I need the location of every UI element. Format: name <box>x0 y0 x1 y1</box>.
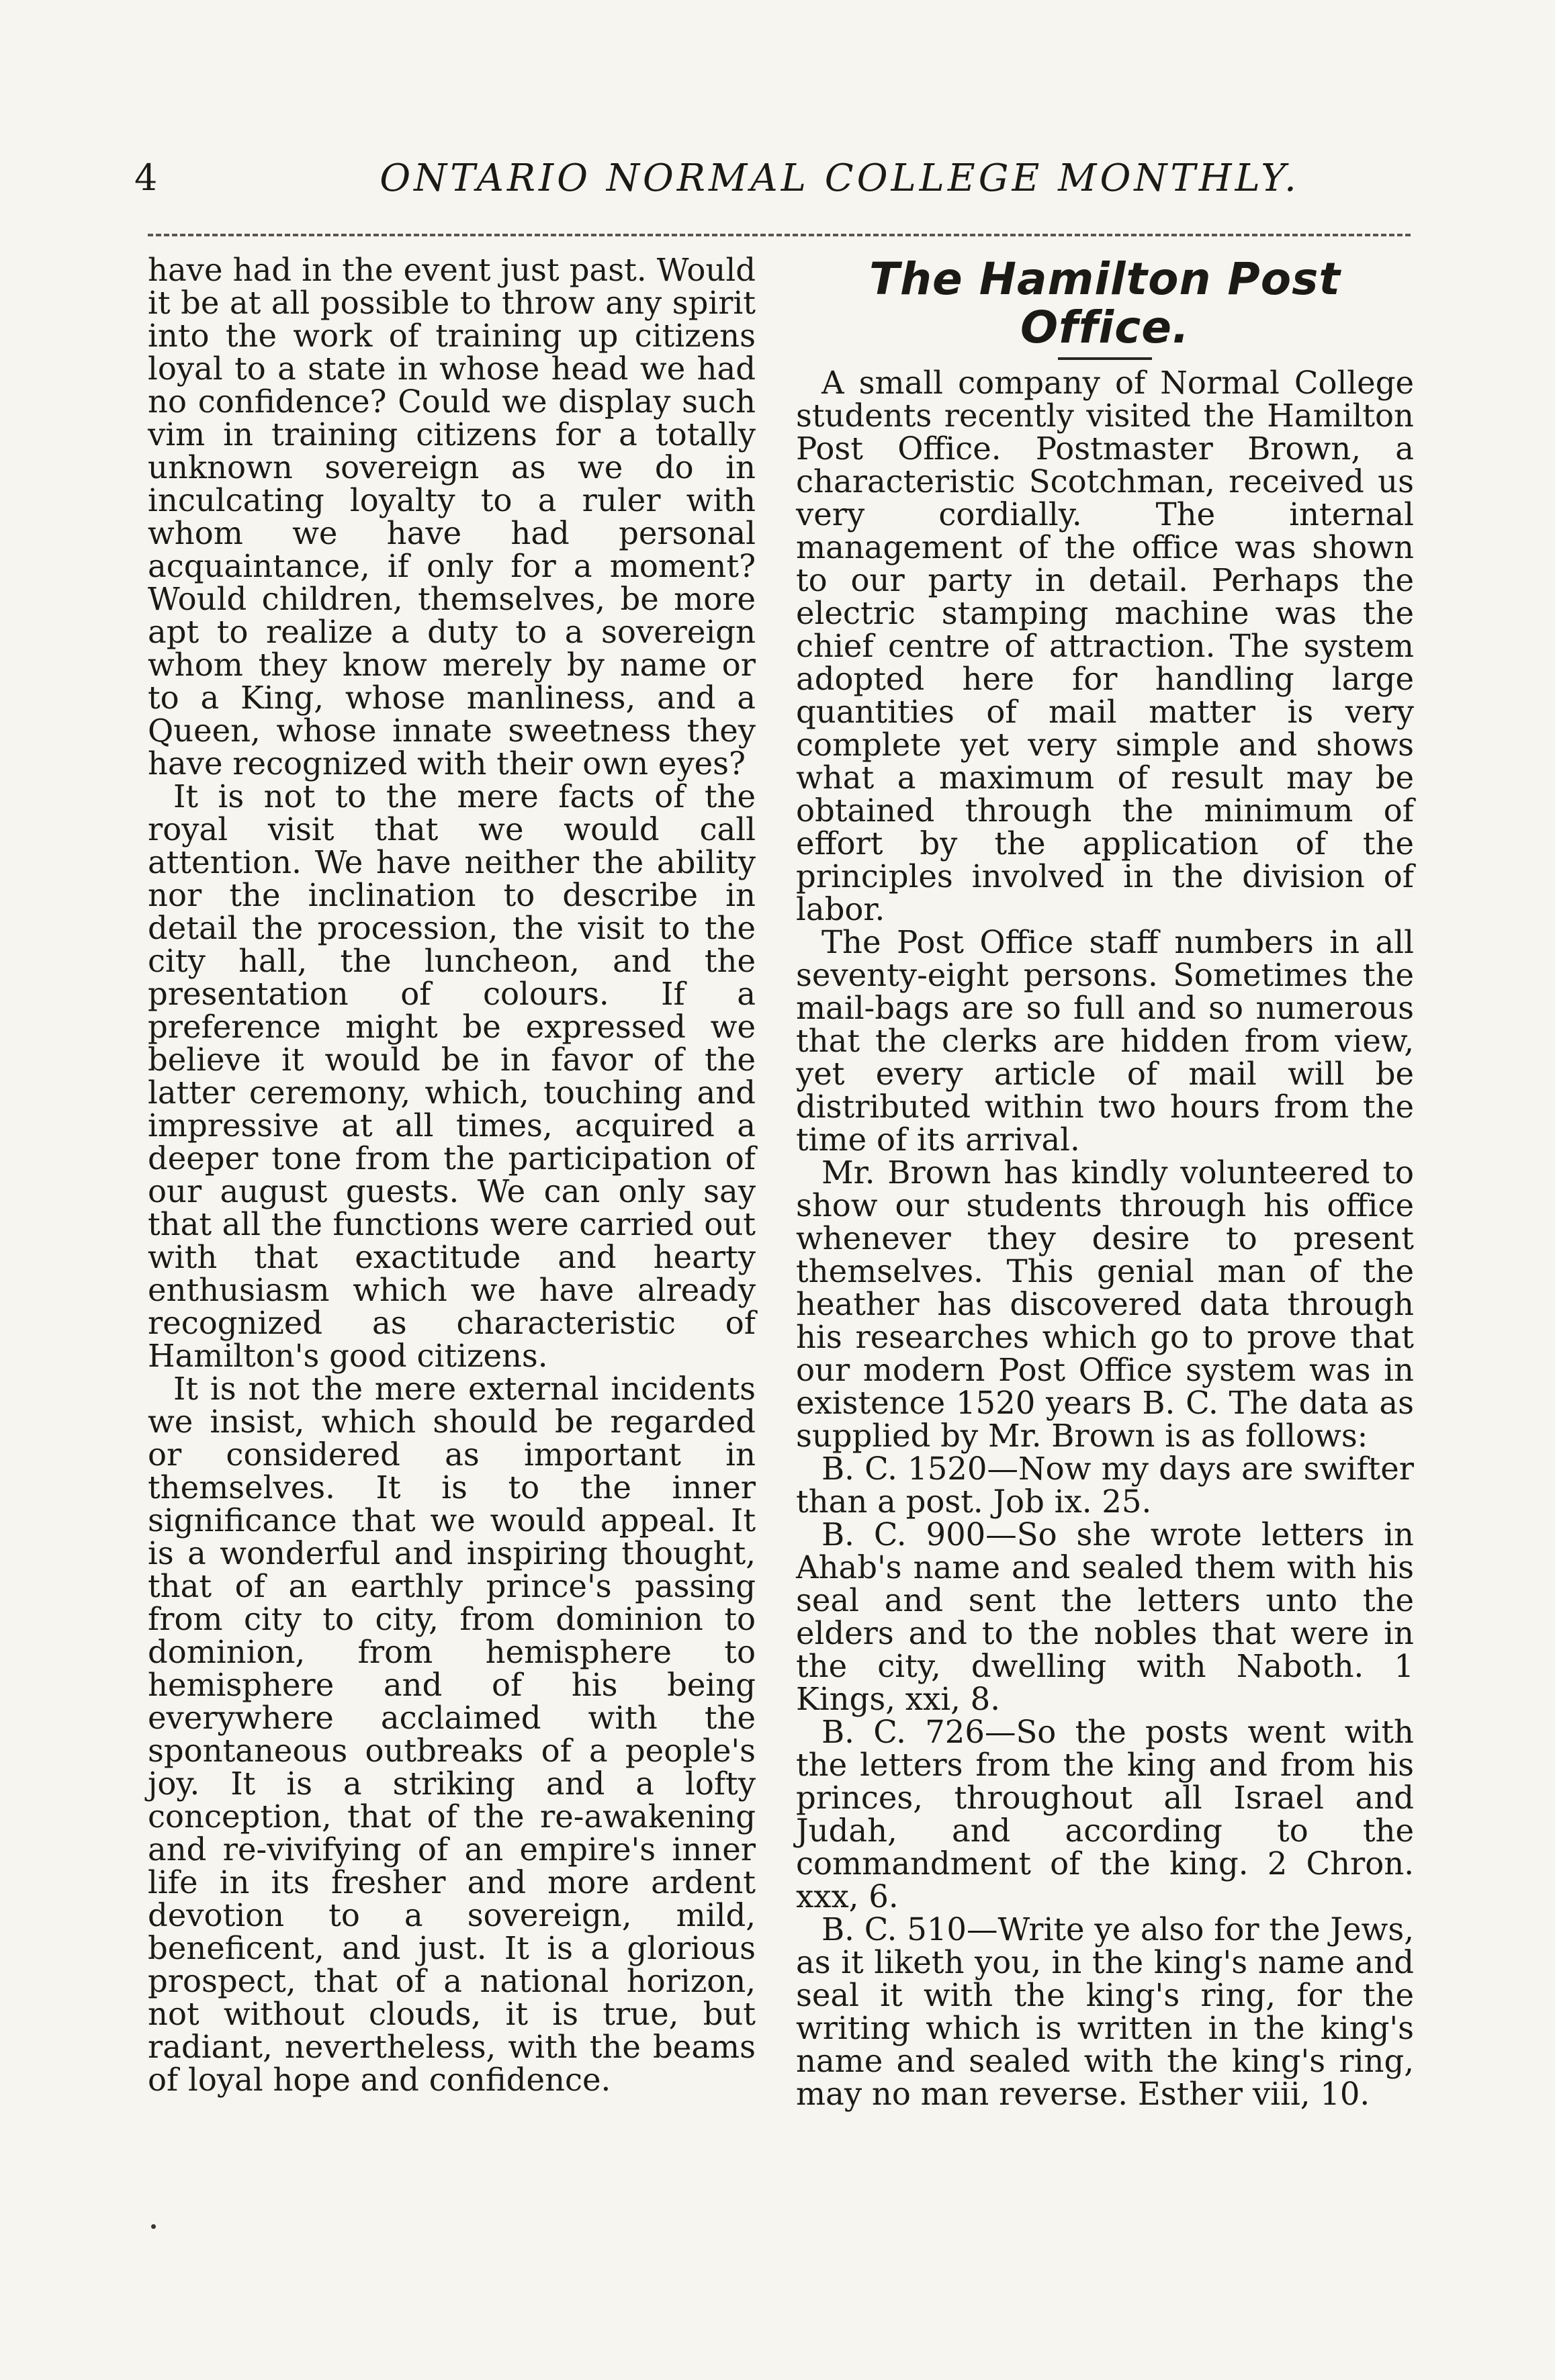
paragraph: Mr. Brown has kindly volunteered to show our students through his office whenever they desire to present themselves. This genial man of the heather has discovered data through his researches which go to prove that our modern Post Office system was in existence 1520 years B. C. The data as supplied by Mr. Brown is as follows: <box>796 1154 1414 1454</box>
paragraph: A small company of Normal College students recently visited the Hamilton Post Office. Postmaster Brown, a characteristic Scotchman, received us very cordially. The internal management of the office was shown to our party in detail. Perhaps the electric stamping machine was the chief centre of attraction. The system adopted here for handling large quantities of mail matter is very complete yet very simple and shows what a maximum of result may be obtained through the minimum of effort by the application of the principles involved in the division of labor. <box>796 365 1414 927</box>
paragraph: The Post Office staff numbers in all seventy-eight persons. Sometimes the mail-bags are so full and so numerous that the clerks are hidden from view, yet every article of mail will be distributed within two hours from the time of its arrival. <box>796 924 1414 1158</box>
paragraph: It is not to the mere facts of the royal visit that we would call attention. We have neither the ability nor the inclination to describe in detail the procession, the visit to the city hall, the luncheon, and the presentation of colours. If a preference might be expressed we believe it would be in favor of the latter ceremony, which, touching and impressive at all times, acquired a deeper tone from the participation of our august guests. We can only say that all the functions were carried out with that exactitude and hearty enthusiasm which we have already recognized as characteristic of Hamilton's good citizens. <box>148 778 756 1374</box>
page-header <box>134 156 1411 214</box>
stray-ink-mark <box>151 2224 156 2229</box>
title-rule <box>1058 357 1152 360</box>
paragraph: It is not the mere external incidents we insist, which should be regarded or considered as important in themselves. It is to the inner significance that we would appeal. It is a wonderful and inspiring thought, that of an earthly prince's passing from city to city, from dominion to dominion, from hemisphere to hemisphere and of his being everywhere acclaimed with the spontaneous outbreaks of a people's joy. It is a striking and a lofty conception, that of the re-awakening and re-vivifying of an empire's inner life in its fresher and more ardent devotion to a sovereign, mild, beneficent, and just. It is a glorious prospect, that of a national horizon, not without clouds, it is true, but radiant, nevertheless, with the beams of loyal hope and confidence. <box>148 1371 756 2098</box>
header-rule <box>148 234 1411 236</box>
scripture-entry: B. C. 510—Write ye also for the Jews, as it liketh you, in the king's name and seal it with the king's ring, for the writing which is written in the king's name and sealed with the king's ring, may no man reverse. Esther viii, 10. <box>796 1911 1414 2112</box>
right-column <box>796 254 1414 2111</box>
scripture-entry: B. C. 726—So the posts went with the letters from the king and from his princes, throughout all Israel and Judah, and according to the commandment of the king. 2 Chron. xxx, 6. <box>796 1714 1414 1915</box>
article-title: The Hamilton Post Office. <box>869 253 1341 353</box>
paragraph: have had in the event just past. Would it be at all possible to throw any spirit into the work of training up citizens loyal to a state in whose head we had no confidence? Could we display such vim in training citizens for a totally unknown sovereign as we do in inculcating loyalty to a ruler with whom we have had personal acquaintance, if only for a moment? Would children, themselves, be more apt to realize a duty to a sovereign whom they know merely by name or to a King, whose manliness, and a Queen, whose innate sweetness they have recognized with their own eyes? <box>148 252 756 782</box>
running-title: ONTARIO NORMAL COLLEGE MONTHLY. <box>380 156 1300 200</box>
left-column <box>148 254 756 2097</box>
page-number: 4 <box>134 156 158 199</box>
scripture-entry: B. C. 900—So she wrote letters in Ahab's name and sealed them with his seal and sent the letters unto the elders and to the nobles that were in the city, dwelling with Naboth. 1 Kings, xxi, 8. <box>796 1516 1414 1717</box>
scripture-entry: B. C. 1520—Now my days are swifter than a post. Job ix. 25. <box>796 1451 1414 1520</box>
